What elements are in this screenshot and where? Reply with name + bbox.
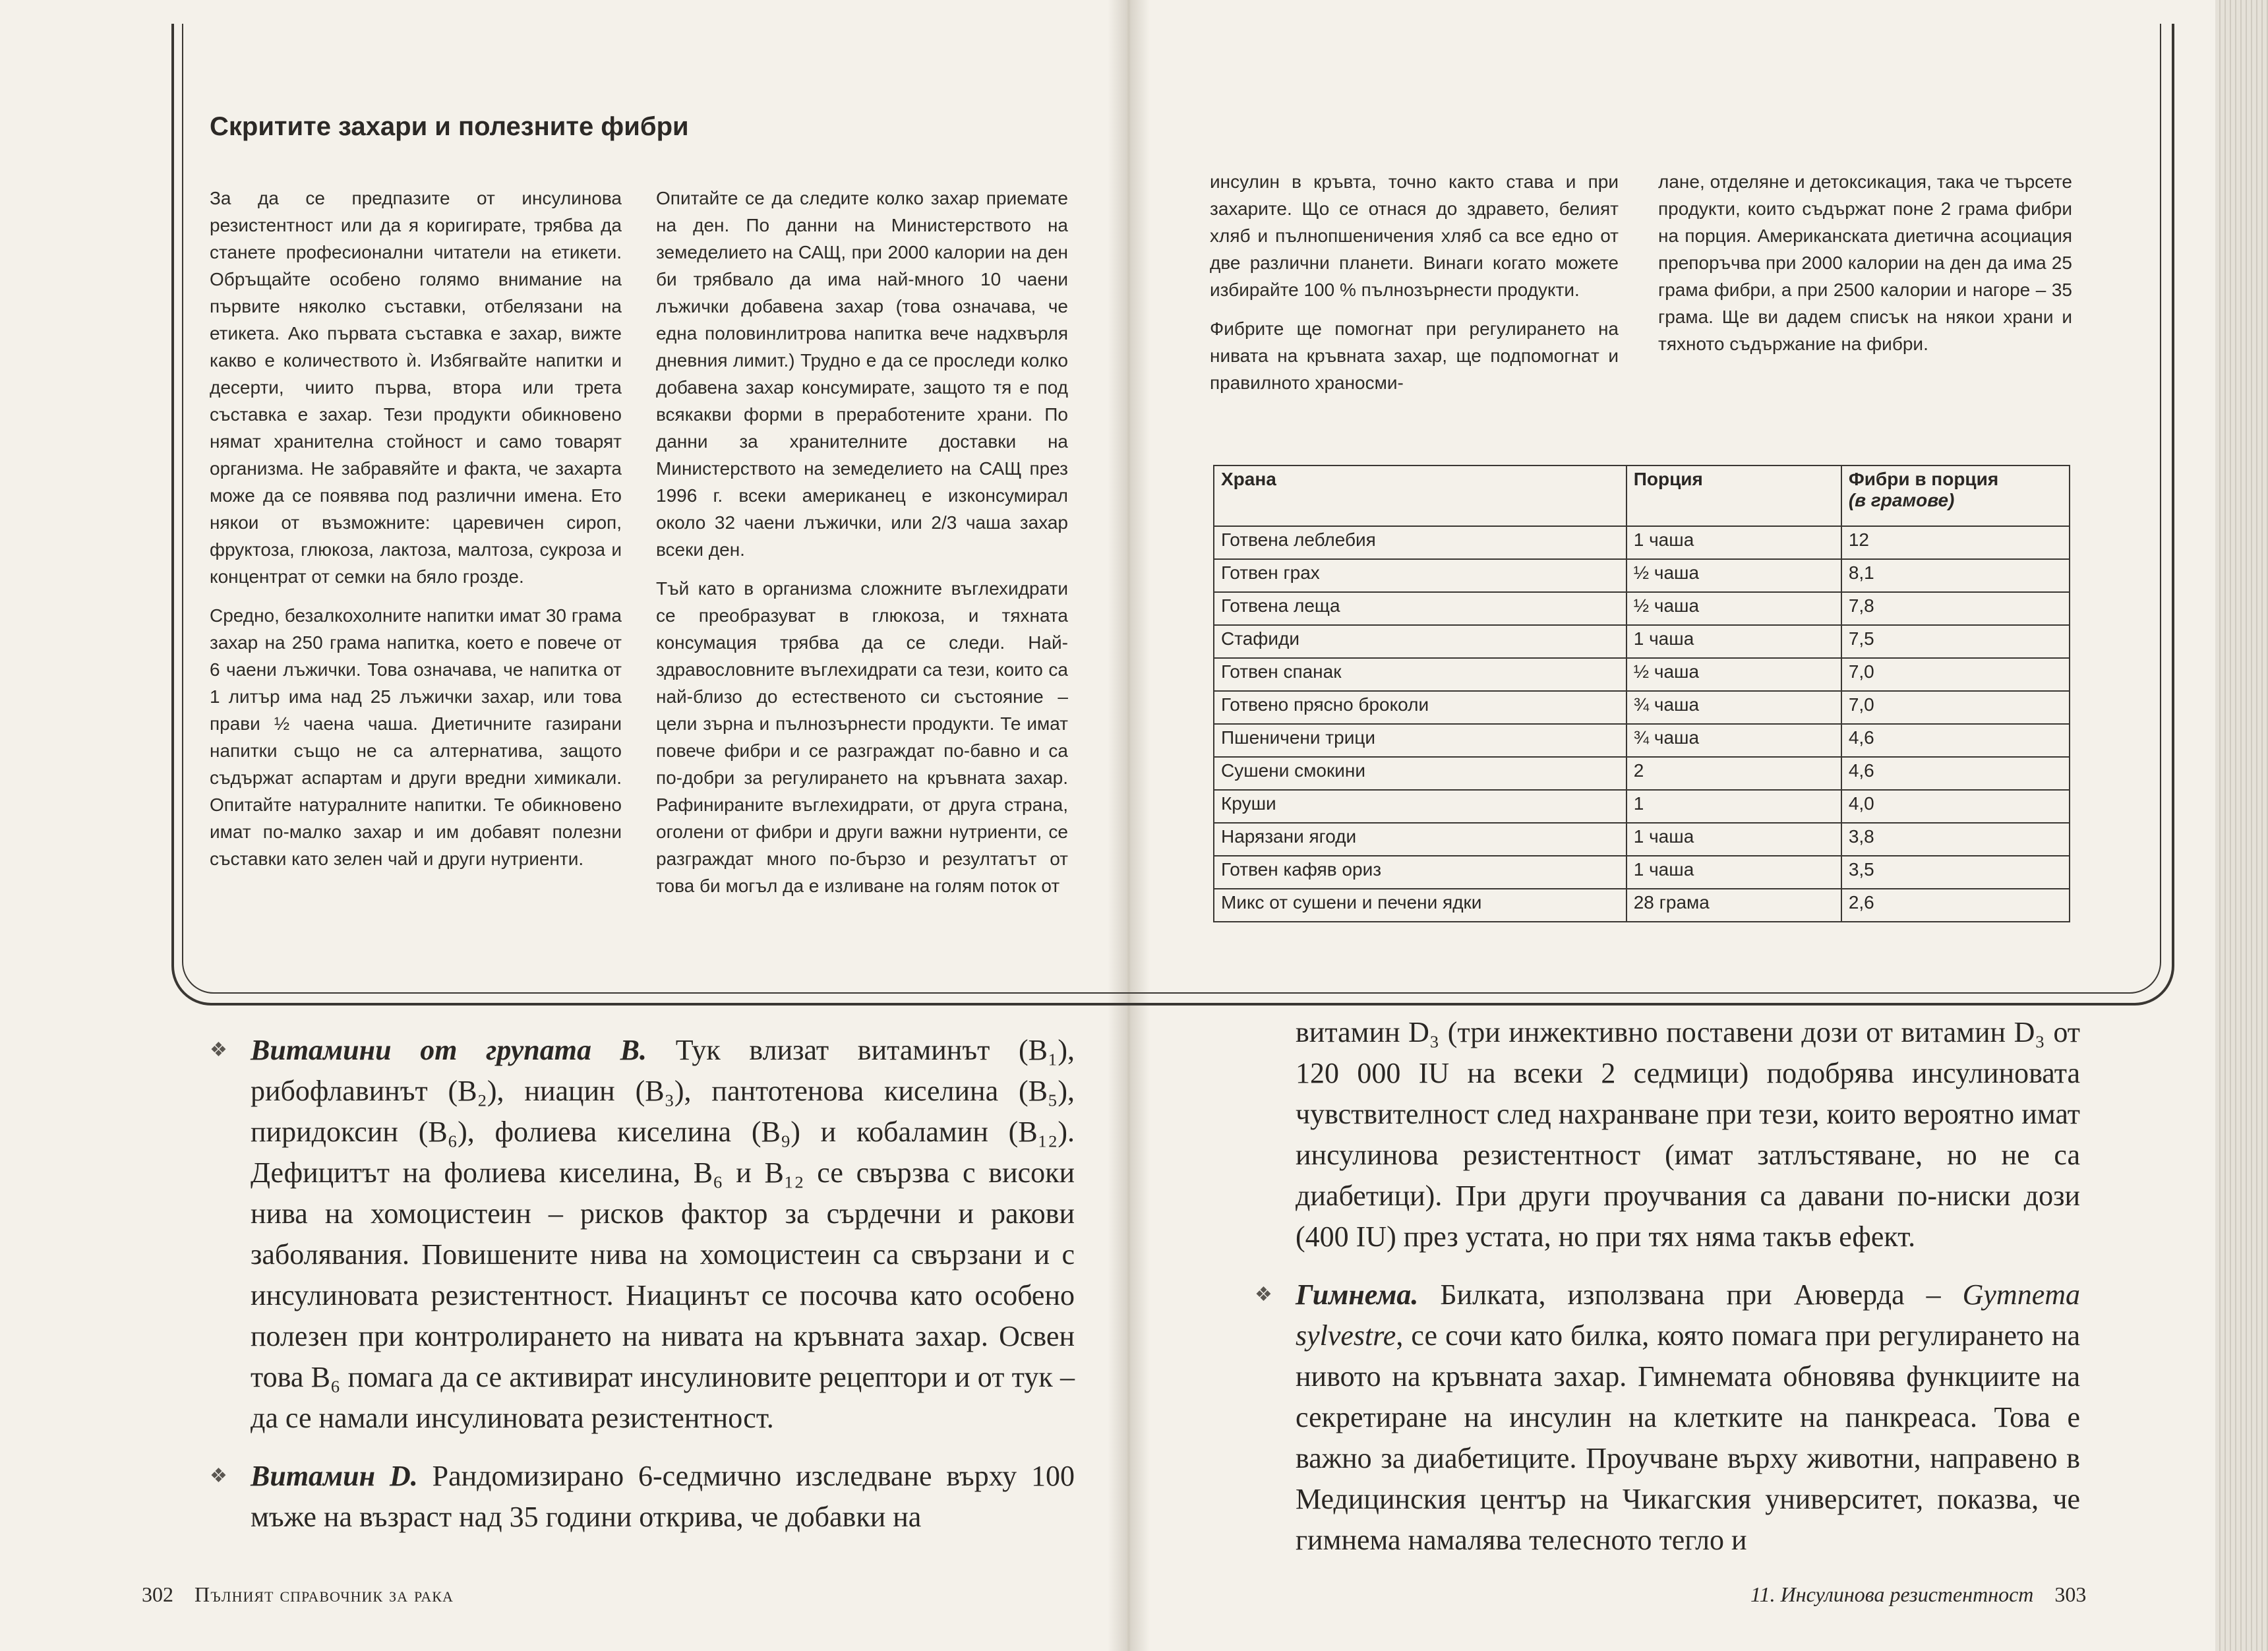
cell-food: Готвено прясно броколи xyxy=(1214,691,1626,724)
cell-food: Микс от сушени и печени ядки xyxy=(1214,889,1626,922)
table-row xyxy=(1214,823,2070,856)
header-fiber xyxy=(1841,465,2070,526)
bullet-icon: ❖ xyxy=(210,1465,227,1487)
page-number: 303 xyxy=(2054,1582,2087,1606)
bullet-text: , се сочи като билка, която помага при регулирането на нивото на кръвната захар. Гимнемата обновява функциите на секретиране на инсулин на клетките на панкреаса. Това е важно за диабетиците. Проучване върху животни, направено в Медицинския център на Чикагския университет, показва, че гимнема намалява телесното тегло и xyxy=(1296,1319,2080,1556)
header-fiber-label: Фибри в порция xyxy=(1848,469,1999,489)
running-title: Пълният справочник за рака xyxy=(194,1582,454,1606)
cell-fiber: 7,8 xyxy=(1841,592,2070,625)
cell-portion: 1 xyxy=(1626,790,1841,823)
table-row xyxy=(1214,625,2070,658)
bullet-text: Тук влизат витаминът (B₁), рибофлавинът (B₂), ниацин (B₃), пантотенова киселина (B₅), пиридоксин (B₆), фолиева киселина (B₉) и кобаламин (B₁₂). Дефицитът на фолиева киселина, B₆ и B₁₂ се свързва с високи нива на хомоцистеин – рисков фактор за сърдечни и ракови заболявания. Повишените нива на хомоцистеин са свързани и с инсулиновата резистентност. Ниацинът се посочва като особено полезен при контролирането на нивата на кръвната захар. Освен това B₆ помага да се активират инсулиновите рецептори и от тук – да се намали инсулиновата резистентност. xyxy=(251,1034,1075,1434)
cell-fiber: 7,5 xyxy=(1841,625,2070,658)
bullet-lead: Витамин D. xyxy=(251,1460,418,1492)
cell-portion: 1 чаша xyxy=(1626,856,1841,889)
cell-portion: 28 грама xyxy=(1626,889,1841,922)
sidebar-column-2 xyxy=(656,185,1068,911)
cell-fiber: 7,0 xyxy=(1841,691,2070,724)
fiber-content-table xyxy=(1213,465,2070,922)
bullet-text: Рандомизирано 6-седмично изследване върху 100 мъже на възраст над 35 години открива, че добавки на xyxy=(251,1460,1075,1533)
cell-food: Пшеничени трици xyxy=(1214,724,1626,757)
table-row xyxy=(1214,658,2070,691)
cell-portion: ½ чаша xyxy=(1626,658,1841,691)
cell-fiber: 3,5 xyxy=(1841,856,2070,889)
table-row xyxy=(1214,559,2070,592)
table-row xyxy=(1214,592,2070,625)
cell-fiber: 7,0 xyxy=(1841,658,2070,691)
cell-food: Сушени смокини xyxy=(1214,757,1626,790)
header-portion: Порция xyxy=(1626,465,1841,526)
cell-food: Готвена леблебия xyxy=(1214,526,1626,559)
cell-fiber: 2,6 xyxy=(1841,889,2070,922)
table-row xyxy=(1214,889,2070,922)
sidebar-paragraph: За да се предпазите от инсулинова резистентност или да я коригирате, трябва да станете професионални читатели на етикети. Обръщайте особено голямо внимание на първите няколко съставки, отбелязани на етикета. Ако първата съставка е захар, вижте какво е количеството ѝ. Избягвайте напитки и десерти, чиито първа, втора или трета съставка е захар. Тези продукти обикновено нямат хранителна стойност и само товарят организма. Не забравяйте и факта, че захарта може да се появява под различни имена. Ето някои от възможните: царевичен сироп, фруктоза, глюкоза, лактоза, малтоза, сукроза и концентрат от семки на бяло грозде. xyxy=(210,188,622,587)
header-fiber-unit: (в грамове) xyxy=(1848,490,1955,510)
cell-portion: 1 чаша xyxy=(1626,526,1841,559)
right-footer xyxy=(1750,1582,2086,1607)
continued-paragraph: витамин D₃ (три инжективно поставени дози от витамин D₃ от 120 000 IU на всеки 2 седмици) подобрява инсулиновата чувствителност след нахранване при тези, които вероятно имат инсулинова резистентност (имат затлъстяване, но не са диабетици). При други проучвания са давани по-ниски дози (400 IU) през устата, но при тях няма такъв ефект. xyxy=(1296,1016,2080,1253)
left-body-text xyxy=(210,1030,1075,1555)
bullet-paragraph-vitamin-b xyxy=(210,1030,1075,1439)
sidebar-column-4 xyxy=(1658,168,2072,369)
cell-food: Круши xyxy=(1214,790,1626,823)
header-food: Храна xyxy=(1214,465,1626,526)
cell-portion: ¾ чаша xyxy=(1626,691,1841,724)
sidebar-paragraph: лане, отделяне и детоксикация, така че търсете продукти, които съдържат поне 2 грама фибри на порция. Американската диетична асоциация препоръчва при 2000 калории на ден да има 25 грама фибри, а при 2500 калории и нагоре – 35 грама. Ще ви дадем списък на някои храни и тяхното съдържание на фибри. xyxy=(1658,171,2072,354)
left-footer xyxy=(142,1582,454,1607)
cell-portion: 1 чаша xyxy=(1626,625,1841,658)
cell-food: Готвен кафяв ориз xyxy=(1214,856,1626,889)
sidebar-column-1 xyxy=(210,185,622,884)
cell-food: Готвен грах xyxy=(1214,559,1626,592)
cell-portion: 2 xyxy=(1626,757,1841,790)
cell-fiber: 8,1 xyxy=(1841,559,2070,592)
cell-fiber: 3,8 xyxy=(1841,823,2070,856)
sidebar-paragraph: Средно, безалкохолните напитки имат 30 грама захар на 250 грама напитка, което е повече от 6 чаени лъжички. Това означава, че напитка от 1 литър има над 25 лъжички захар, или това прави ½ чаена чаша. Диетичните газирани напитки също не са алтернатива, защото съдържат аспартам и други вредни химикали. Опитайте натуралните напитки. Те обикновено имат по-малко захар и им добавят полезни съставки като зелен чай и други нутриенти. xyxy=(210,605,622,869)
table-header-row xyxy=(1214,465,2070,526)
table-row xyxy=(1214,790,2070,823)
table-row xyxy=(1214,724,2070,757)
cell-portion: 1 чаша xyxy=(1626,823,1841,856)
cell-portion: ½ чаша xyxy=(1626,559,1841,592)
bullet-paragraph-gymnema xyxy=(1255,1275,2080,1561)
table-row xyxy=(1214,691,2070,724)
bullet-icon: ❖ xyxy=(1255,1284,1272,1306)
bullet-lead: Гимнема. xyxy=(1296,1278,1419,1311)
cell-food: Готвена леща xyxy=(1214,592,1626,625)
cell-portion: ½ чаша xyxy=(1626,592,1841,625)
bullet-icon: ❖ xyxy=(210,1039,227,1061)
cell-portion: ¾ чаша xyxy=(1626,724,1841,757)
sidebar-paragraph: Фибрите ще помогнат при регулирането на нивата на кръвната захар, ще подпомогнат и правилното храносми- xyxy=(1210,318,1619,393)
cell-food: Готвен спанак xyxy=(1214,658,1626,691)
cell-fiber: 4,6 xyxy=(1841,724,2070,757)
table-row xyxy=(1214,757,2070,790)
sidebar-paragraph: Тъй като в организма сложните въглехидрати се преобразуват в глюкоза, и тяхната консумация трябва да се следи. Най-здравословните въглехидрати са тези, които са най-близо до естественото си състояние – цели зърна и пълнозърнести продукти. Те имат повече фибри и се разграждат по-бавно и са по-добри за регулирането на кръвната захар. Рафинираните въглехидрати, от друга страна, оголени от фибри и други важни нутриенти, се разграждат много по-бързо и резултатът от това би могъл да е изливане на голям поток от xyxy=(656,578,1068,896)
cell-fiber: 4,6 xyxy=(1841,757,2070,790)
sidebar-paragraph: инсулин в кръвта, точно както става и при захарите. Що се отнася до здравето, белият хляб и пълнопшеничения хляб са все едно от две различни планети. Винаги когато можете избирайте 100 % пълнозърнести продукти. xyxy=(1210,171,1619,300)
sidebar-column-3 xyxy=(1210,168,1619,408)
right-body-text xyxy=(1255,1012,2080,1578)
bullet-text: Билката, използвана при Аюверда – xyxy=(1418,1278,1963,1311)
page-number: 302 xyxy=(142,1582,173,1606)
table-row xyxy=(1214,526,2070,559)
running-title: 11. Инсулинова резистентност xyxy=(1750,1582,2034,1606)
cell-food: Нарязани ягоди xyxy=(1214,823,1626,856)
table-row xyxy=(1214,856,2070,889)
page-edges xyxy=(2215,0,2268,1651)
cell-fiber: 4,0 xyxy=(1841,790,2070,823)
bullet-lead: Витамини от групата В. xyxy=(251,1034,647,1066)
cell-fiber: 12 xyxy=(1841,526,2070,559)
sidebar-paragraph: Опитайте се да следите колко захар приемате на ден. По данни на Министерството на земеделието на САЩ, при 2000 калории на ден би трябвало да има най-много 10 чаени лъжички добавена захар (това означава, че една половинлитрова напитка вече надхвърля дневния лимит.) Трудно е да се проследи колко добавена захар консумирате, защото тя е под всякакви форми в преработените храни. По данни за хранителните доставки на Министерството на земеделието на САЩ през 1996 г. всеки американец е изконсумирал около 32 чаени лъжички, или 2/3 чаша захар всеки ден. xyxy=(656,188,1068,560)
latin-name: Gymnema sylvestre xyxy=(1296,1278,2080,1352)
sidebar-title: Скритите захари и полезните фибри xyxy=(210,112,689,141)
bullet-paragraph-vitamin-d xyxy=(210,1456,1075,1538)
table-body xyxy=(1214,526,2070,922)
cell-food: Стафиди xyxy=(1214,625,1626,658)
